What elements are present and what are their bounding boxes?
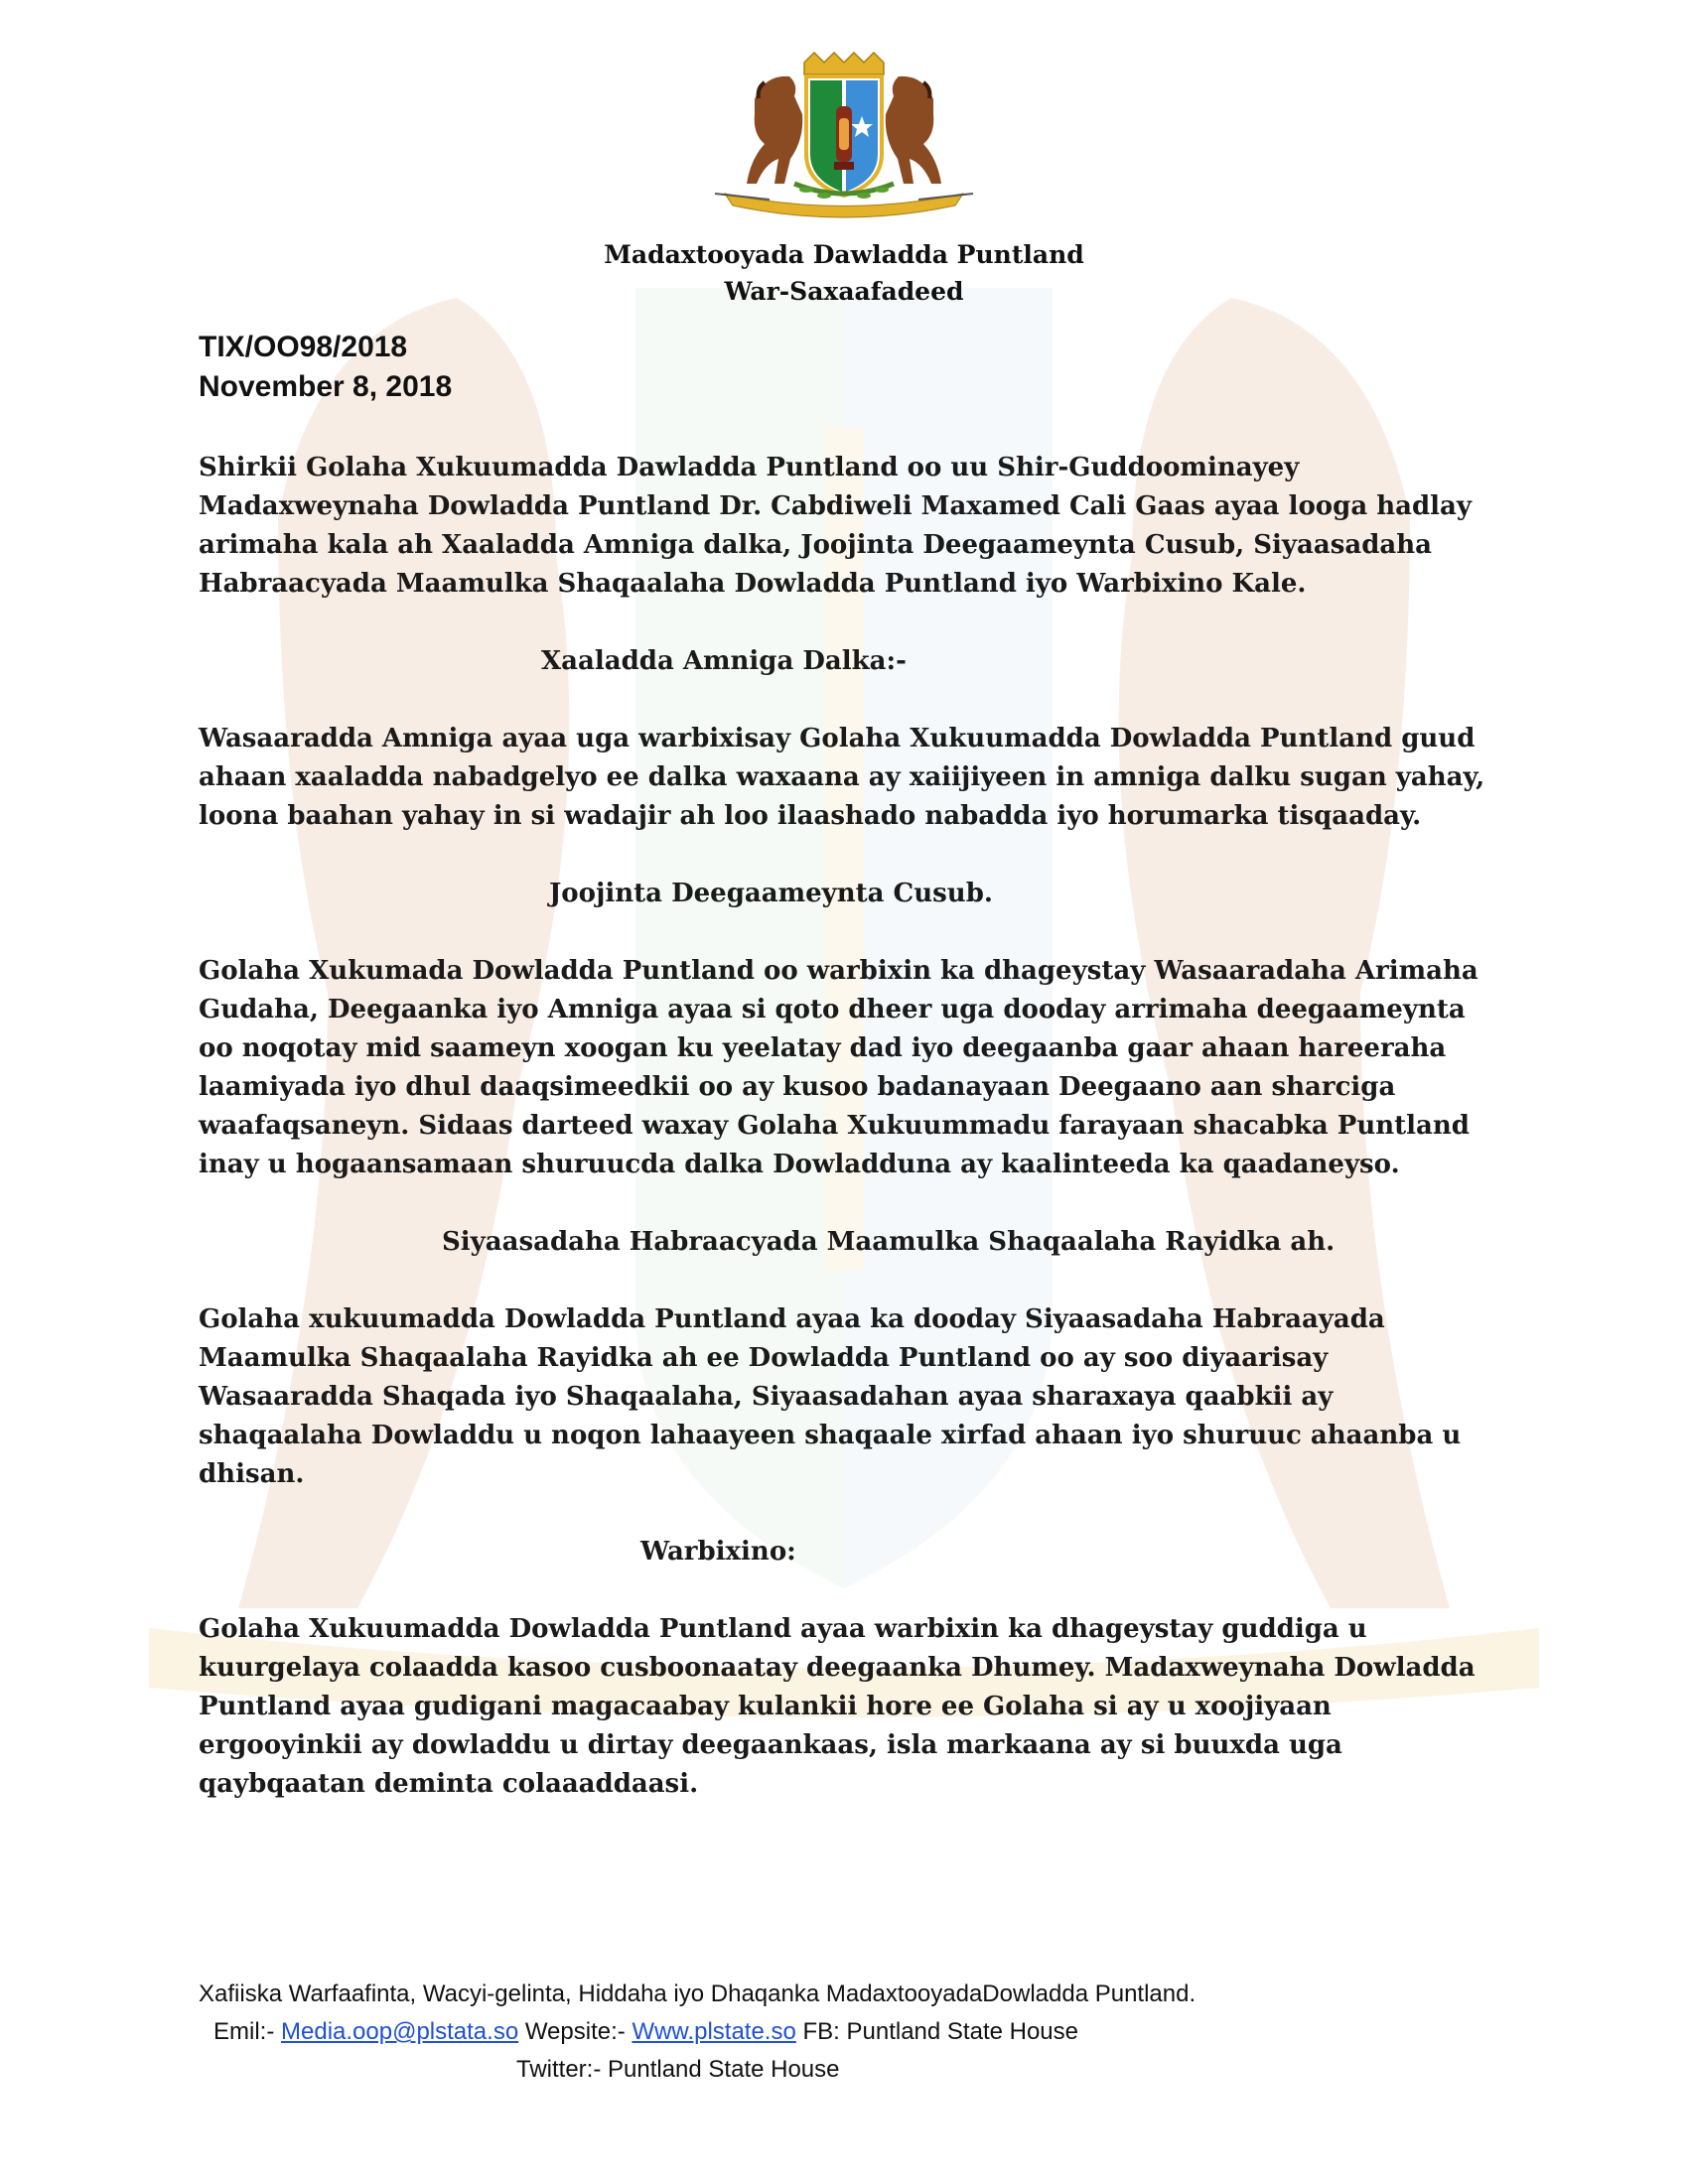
email-label: Emil:- xyxy=(213,2018,281,2045)
reference-number: TIX/OO98/2018 xyxy=(199,331,408,363)
section-paragraph: Golaha Xukumada Dowladda Puntland oo warbixin ka dhageystay Wasaaradaha Arimaha Gudaha, Deegaanka iyo Amniga ayaa si qoto dheer uga dooday arrimaha deegaameynta oo noqotay mid saameyn xoogan ku yeelatay dad iyo deegaanba gaar ahaan hareeraha laamiyada iyo dhul daaqsimeedkii oo ay kusoo badanayaan Deegaano aan sharciga waafaqsaneyn. Sidaas darteed waxay Golaha Xukuummadu farayaan shacabka Puntland inay u hogaansamaan shuruucda dalka Dowladduna ay kaalinteeda ka qaadaneyso. xyxy=(199,956,1478,1179)
document-type: War-Saxaafadeed xyxy=(724,277,964,306)
footer-contact-line xyxy=(0,2013,1688,2051)
email-link[interactable]: Media.oop@plstata.so xyxy=(281,2018,519,2045)
website-link[interactable]: Www.plstate.so xyxy=(632,2018,796,2045)
document-footer xyxy=(0,1976,1688,2089)
section-heading: Warbixino: xyxy=(640,1537,796,1567)
release-date: November 8, 2018 xyxy=(199,370,453,403)
intro-paragraph: Shirkii Golaha Xukuumadda Dawladda Puntland oo uu Shir-Guddoominayey Madaxweynaha Dowladda Puntland Dr. Cabdiweli Maxamed Cali Gaas ayaa looga hadlay arimaha kala ah Xaaladda Amniga dalka, Joojinta Deegaameynta Cusub, Siyaasadaha Habraacyada Maamulka Shaqaalaha Dowladda Puntland iyo Warbixino Kale. xyxy=(199,453,1472,599)
section-paragraph: Golaha xukuumadda Dowladda Puntland ayaa ka dooday Siyaasadaha Habraayada Maamulka Shaqaalaha Rayidka ah ee Dowladda Puntland oo ay soo diyaarisay Wasaaradda Shaqada iyo Shaqaalaha, Siyaasadahan ayaa sharaxaya qaabkii ay shaqaalaha Dowladdu u noqon lahaayeen shaqaale xirfad ahaan iyo shuruuc ahaanba u dhisan. xyxy=(199,1304,1462,1489)
section-paragraph: Golaha Xukuumadda Dowladda Puntland ayaa warbixin ka dhageystay guddiga u kuurgelaya colaadda kasoo cusboonaatay deegaanka Dhumey. Madaxweynaha Dowladda Puntland ayaa gudigani magacaabay kulankii hore ee Golaha si ay u xoojiyaan ergooyinkii ay dowladdu u dirtay deegaankaas, isla markaana ay si buuxda uga qaybqaatan deminta colaaaddaasi. xyxy=(199,1614,1476,1799)
website-label: Wepsite:- xyxy=(518,2018,633,2045)
section-heading: Joojinta Deegaameynta Cusub. xyxy=(549,879,993,908)
reference-block xyxy=(199,328,452,407)
section-heading: Xaaladda Amniga Dalka:- xyxy=(541,646,907,676)
puntland-coat-of-arms-icon xyxy=(695,45,993,223)
section-heading: Siyaasadaha Habraacyada Maamulka Shaqaalaha Rayidka ah. xyxy=(442,1227,1336,1257)
footer-twitter-line: Twitter:- Puntland State House xyxy=(516,2056,840,2083)
footer-office-line: Xafiiska Warfaafinta, Wacyi-gelinta, Hiddaha iyo Dhaqanka MadaxtooyadaDowladda Puntland. xyxy=(199,1980,1196,2007)
document-header xyxy=(0,236,1688,310)
document-body xyxy=(199,449,1489,1804)
section-paragraph: Wasaaradda Amniga ayaa uga warbixisay Golaha Xukuumadda Dowladda Puntland guud ahaan xaaladda nabadgelyo ee dalka waxaana ay xaiijiyeen in amniga dalku sugan yahay, loona baahan yahay in si wadajir ah loo ilaashado nabadda iyo horumarka tisqaaday. xyxy=(199,724,1485,831)
office-title: Madaxtooyada Dawladda Puntland xyxy=(604,240,1084,269)
facebook-label: FB: Puntland State House xyxy=(795,2018,1078,2045)
